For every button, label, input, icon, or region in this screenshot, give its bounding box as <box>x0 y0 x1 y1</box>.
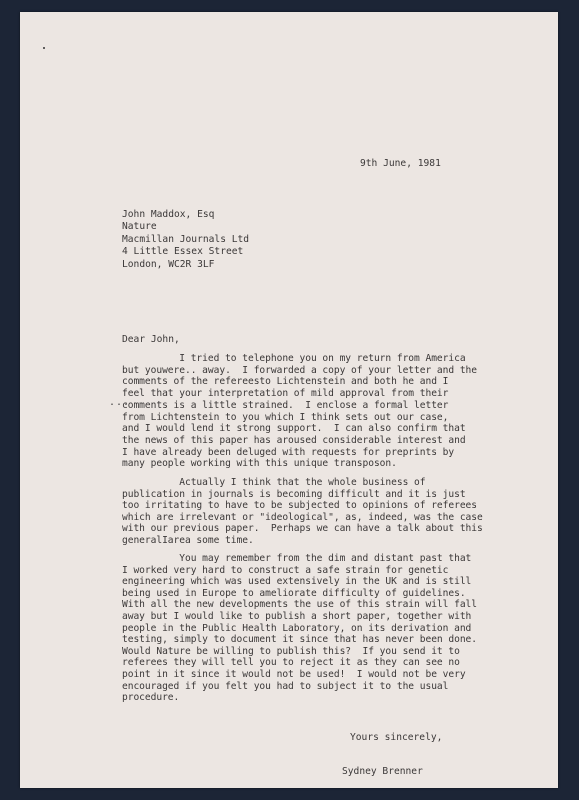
salutation: Dear John, <box>122 334 180 345</box>
margin-mark: ... <box>109 397 131 408</box>
recipient-line: 4 Little Essex Street <box>122 246 244 258</box>
letter-page <box>20 12 558 788</box>
paragraph-3: You may remember from the dim and distant past that I worked very hard to construct a safe strain for genetic engineering which was used extensively in the UK and is still being used in Europe to ameliorate difficulty of guidelines. With all the new developments the use of this strain will fall away but I would like to publish a short paper, together with people in the Public Health Laboratory, on its derivation and testing, simply to document it since that has never been done. Would Nature be willing to publish this? If you send it to referees they will tell you to reject it as they can see no point in it since it would not be used! I would not be very encouraged if you felt you had to subject it to the usual procedure. <box>122 553 478 704</box>
recipient-line: London, WC2R 3LF <box>122 258 215 270</box>
recipient-address <box>122 209 249 271</box>
recipient-line: Macmillan Journals Ltd <box>122 233 250 245</box>
paragraph-2: Actually I think that the whole business of publication in journals is becoming difficult and it is just too irritating to have to be subjected to opinions of referees which are irrelevant or "ideological", as, indeed, was the case with our previous paper. Perhaps we can have a talk about this generalIarea some time. <box>122 477 483 546</box>
punch-mark <box>43 47 45 49</box>
signatory-name: Sydney Brenner <box>342 766 423 777</box>
recipient-line: Nature <box>122 221 157 233</box>
paragraph-1: I tried to telephone you on my return from America but youwere.. away. I forwarded a copy of your letter and the comments of the refereesto Lichtenstein and both he and I feel that your interpretation of mild approval from their comments is a little strained. I enclose a formal letter from Lichtenstein to you which I think sets out our case, and I would lend it strong support. I can also confirm that the news of this paper has aroused considerable interest and I have already been deluged with requests for preprints by many people working with this unique transposon. <box>122 353 478 470</box>
letter-date: 9th June, 1981 <box>360 158 441 169</box>
closing: Yours sincerely, <box>350 732 443 743</box>
recipient-line: John Maddox, Esq <box>122 209 215 220</box>
